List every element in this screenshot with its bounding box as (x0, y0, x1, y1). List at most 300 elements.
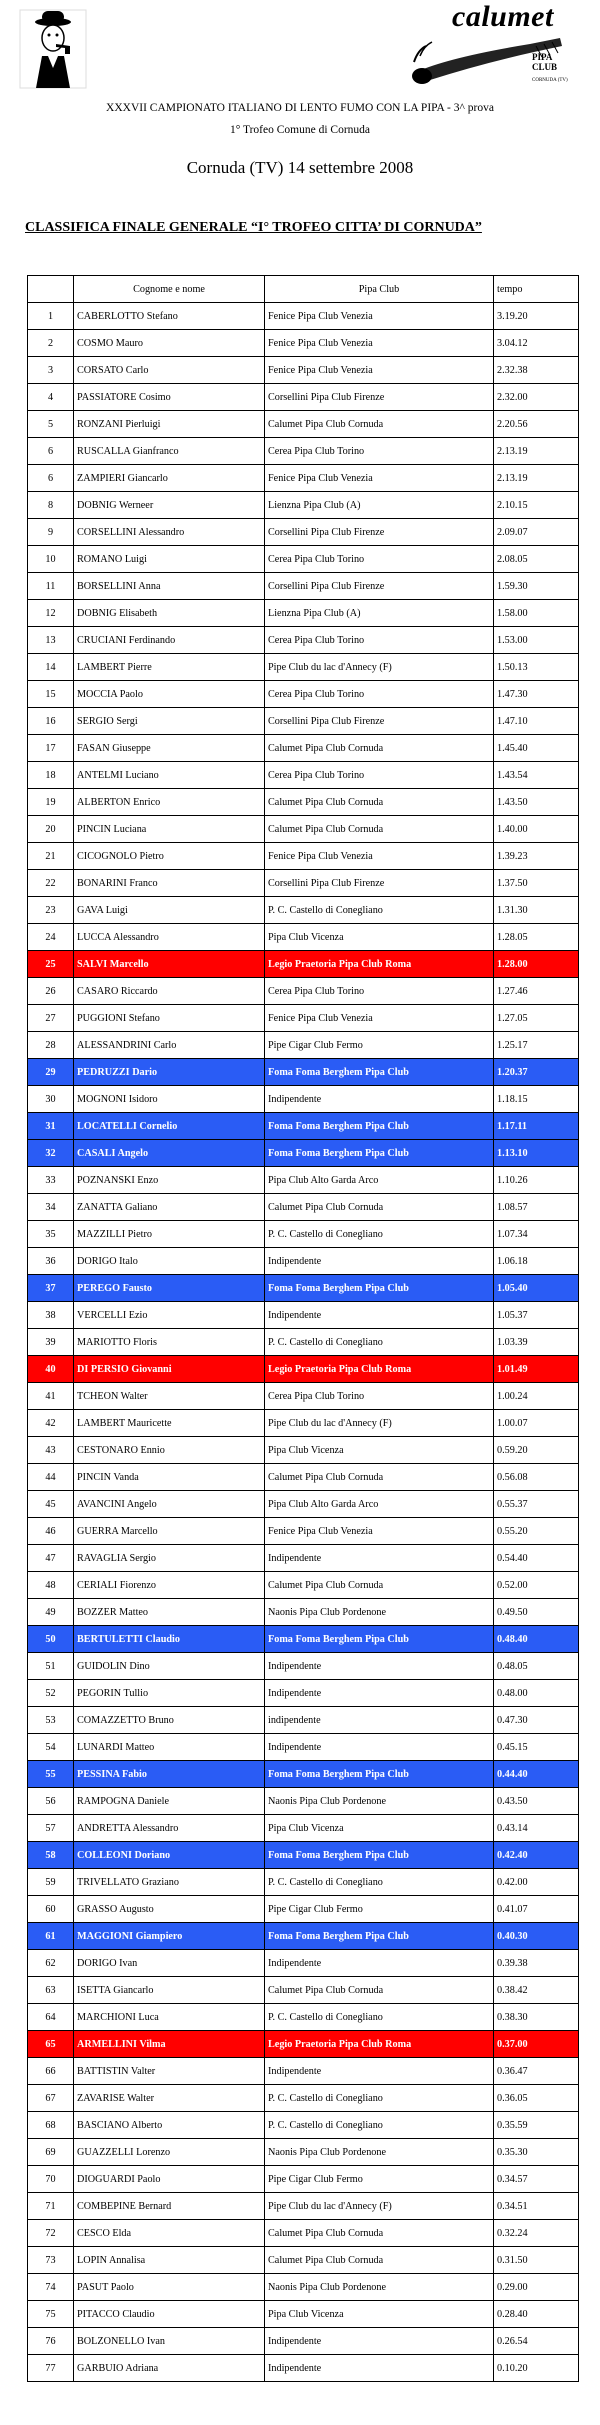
time-cell: 1.18.15 (494, 1086, 579, 1113)
table-row (28, 1572, 579, 1599)
time-cell: 1.59.30 (494, 573, 579, 600)
table-row (28, 2328, 579, 2355)
time-cell: 0.34.57 (494, 2166, 579, 2193)
name-cell: LAMBERT Mauricette (74, 1410, 265, 1437)
position-cell: 1 (28, 303, 74, 330)
club-cell: P. C. Castello di Conegliano (265, 2112, 494, 2139)
club-cell: Indipendente (265, 2355, 494, 2382)
name-cell: LOCATELLI Cornelio (74, 1113, 265, 1140)
club-cell: Indipendente (265, 1950, 494, 1977)
time-cell: 1.28.00 (494, 951, 579, 978)
time-cell: 0.28.40 (494, 2301, 579, 2328)
club-cell: Calumet Pipa Club Cornuda (265, 1977, 494, 2004)
name-cell: CASALI Angelo (74, 1140, 265, 1167)
position-cell: 48 (28, 1572, 74, 1599)
club-cell: Indipendente (265, 1248, 494, 1275)
time-cell: 1.40.00 (494, 816, 579, 843)
position-cell: 41 (28, 1383, 74, 1410)
club-cell: P. C. Castello di Conegliano (265, 897, 494, 924)
ranking-table (27, 275, 579, 2382)
table-row (28, 2031, 579, 2058)
name-cell: PINCIN Vanda (74, 1464, 265, 1491)
table-row (28, 681, 579, 708)
table-row (28, 762, 579, 789)
position-cell: 26 (28, 978, 74, 1005)
table-row (28, 1869, 579, 1896)
position-cell: 3 (28, 357, 74, 384)
table-row (28, 1950, 579, 1977)
club-cell: Calumet Pipa Club Cornuda (265, 1464, 494, 1491)
table-row (28, 870, 579, 897)
table-row (28, 1140, 579, 1167)
table-row (28, 1113, 579, 1140)
table-row (28, 2301, 579, 2328)
time-cell: 2.13.19 (494, 438, 579, 465)
position-cell: 53 (28, 1707, 74, 1734)
table-row (28, 951, 579, 978)
position-cell: 19 (28, 789, 74, 816)
name-cell: DI PERSIO Giovanni (74, 1356, 265, 1383)
time-cell: 0.38.30 (494, 2004, 579, 2031)
brand-name: calumet (452, 0, 554, 33)
name-cell: GRASSO Augusto (74, 1896, 265, 1923)
position-cell: 34 (28, 1194, 74, 1221)
club-cell: P. C. Castello di Conegliano (265, 1329, 494, 1356)
time-cell: 1.08.57 (494, 1194, 579, 1221)
position-cell: 25 (28, 951, 74, 978)
time-cell: 0.37.00 (494, 2031, 579, 2058)
name-cell: PESSINA Fabio (74, 1761, 265, 1788)
time-cell: 0.45.15 (494, 1734, 579, 1761)
time-cell: 1.10.26 (494, 1167, 579, 1194)
time-cell: 2.32.00 (494, 384, 579, 411)
position-cell: 46 (28, 1518, 74, 1545)
position-cell: 2 (28, 330, 74, 357)
club-cell: Cerea Pipa Club Torino (265, 1383, 494, 1410)
time-cell: 0.52.00 (494, 1572, 579, 1599)
name-cell: GUERRA Marcello (74, 1518, 265, 1545)
position-cell: 49 (28, 1599, 74, 1626)
time-cell: 1.03.39 (494, 1329, 579, 1356)
column-header-time: tempo (494, 276, 579, 303)
time-cell: 1.05.40 (494, 1275, 579, 1302)
time-cell: 1.00.24 (494, 1383, 579, 1410)
name-cell: MOGNONI Isidoro (74, 1086, 265, 1113)
club-cell: Indipendente (265, 1680, 494, 1707)
position-cell: 75 (28, 2301, 74, 2328)
name-cell: BORSELLINI Anna (74, 573, 265, 600)
position-cell: 45 (28, 1491, 74, 1518)
time-cell: 1.28.05 (494, 924, 579, 951)
time-cell: 2.10.15 (494, 492, 579, 519)
table-row (28, 1815, 579, 1842)
position-cell: 66 (28, 2058, 74, 2085)
club-cell: Cerea Pipa Club Torino (265, 546, 494, 573)
time-cell: 1.01.49 (494, 1356, 579, 1383)
time-cell: 1.43.54 (494, 762, 579, 789)
position-cell: 11 (28, 573, 74, 600)
name-cell: LUNARDI Matteo (74, 1734, 265, 1761)
table-row (28, 2166, 579, 2193)
name-cell: PASSIATORE Cosimo (74, 384, 265, 411)
column-header-club: Pipa Club (265, 276, 494, 303)
table-row (28, 2112, 579, 2139)
club-cell: Cerea Pipa Club Torino (265, 762, 494, 789)
table-row (28, 2220, 579, 2247)
time-cell: 0.35.30 (494, 2139, 579, 2166)
time-cell: 0.59.20 (494, 1437, 579, 1464)
table-row (28, 1437, 579, 1464)
club-cell: Indipendente (265, 2328, 494, 2355)
name-cell: CABERLOTTO Stefano (74, 303, 265, 330)
time-cell: 1.07.34 (494, 1221, 579, 1248)
column-header-name: Cognome e nome (74, 276, 265, 303)
time-cell: 0.48.00 (494, 1680, 579, 1707)
brand-subtitle-line: CLUB (532, 62, 558, 72)
club-cell: P. C. Castello di Conegliano (265, 2085, 494, 2112)
position-cell: 23 (28, 897, 74, 924)
column-header-position (28, 276, 74, 303)
time-cell: 0.42.00 (494, 1869, 579, 1896)
position-cell: 13 (28, 627, 74, 654)
time-cell: 0.43.14 (494, 1815, 579, 1842)
name-cell: PEGORIN Tullio (74, 1680, 265, 1707)
club-cell: Fenice Pipa Club Venezia (265, 303, 494, 330)
position-cell: 39 (28, 1329, 74, 1356)
table-row (28, 1059, 579, 1086)
name-cell: TCHEON Walter (74, 1383, 265, 1410)
position-cell: 12 (28, 600, 74, 627)
club-cell: Fenice Pipa Club Venezia (265, 1518, 494, 1545)
table-row (28, 303, 579, 330)
table-row (28, 1356, 579, 1383)
name-cell: LOPIN Annalisa (74, 2247, 265, 2274)
name-cell: ROMANO Luigi (74, 546, 265, 573)
position-cell: 38 (28, 1302, 74, 1329)
table-row (28, 384, 579, 411)
club-cell: Foma Foma Berghem Pipa Club (265, 1275, 494, 1302)
time-cell: 1.39.23 (494, 843, 579, 870)
club-cell: Pipe Cigar Club Fermo (265, 1032, 494, 1059)
club-cell: Pipe Club du lac d'Annecy (F) (265, 1410, 494, 1437)
table-row (28, 2004, 579, 2031)
time-cell: 1.45.40 (494, 735, 579, 762)
club-cell: Lienzna Pipa Club (A) (265, 492, 494, 519)
table-row (28, 546, 579, 573)
table-row (28, 843, 579, 870)
club-cell: Fenice Pipa Club Venezia (265, 1005, 494, 1032)
table-row (28, 897, 579, 924)
name-cell: PUGGIONI Stefano (74, 1005, 265, 1032)
name-cell: POZNANSKI Enzo (74, 1167, 265, 1194)
time-cell: 0.36.05 (494, 2085, 579, 2112)
club-cell: Indipendente (265, 1653, 494, 1680)
name-cell: RUSCALLA Gianfranco (74, 438, 265, 465)
position-cell: 64 (28, 2004, 74, 2031)
name-cell: CRUCIANI Ferdinando (74, 627, 265, 654)
club-cell: Calumet Pipa Club Cornuda (265, 2220, 494, 2247)
name-cell: DOBNIG Elisabeth (74, 600, 265, 627)
name-cell: DIOGUARDI Paolo (74, 2166, 265, 2193)
name-cell: PEREGO Fausto (74, 1275, 265, 1302)
table-row (28, 1383, 579, 1410)
time-cell: 2.08.05 (494, 546, 579, 573)
table-row (28, 2085, 579, 2112)
club-cell: Foma Foma Berghem Pipa Club (265, 1626, 494, 1653)
time-cell: 0.44.40 (494, 1761, 579, 1788)
position-cell: 29 (28, 1059, 74, 1086)
club-cell: Naonis Pipa Club Pordenone (265, 1599, 494, 1626)
name-cell: RAVAGLIA Sergio (74, 1545, 265, 1572)
name-cell: RONZANI Pierluigi (74, 411, 265, 438)
time-cell: 1.20.37 (494, 1059, 579, 1086)
time-cell: 1.17.11 (494, 1113, 579, 1140)
club-cell: Pipa Club Vicenza (265, 1815, 494, 1842)
table-row (28, 1707, 579, 1734)
club-cell: Fenice Pipa Club Venezia (265, 843, 494, 870)
name-cell: LUCCA Alessandro (74, 924, 265, 951)
name-cell: RAMPOGNA Daniele (74, 1788, 265, 1815)
name-cell: PINCIN Luciana (74, 816, 265, 843)
table-row (28, 789, 579, 816)
name-cell: BASCIANO Alberto (74, 2112, 265, 2139)
position-cell: 5 (28, 411, 74, 438)
name-cell: TRIVELLATO Graziano (74, 1869, 265, 1896)
position-cell: 47 (28, 1545, 74, 1572)
name-cell: CICOGNOLO Pietro (74, 843, 265, 870)
table-row (28, 330, 579, 357)
club-cell: Fenice Pipa Club Venezia (265, 330, 494, 357)
smoker-logo (18, 8, 88, 90)
club-cell: Pipe Club du lac d'Annecy (F) (265, 654, 494, 681)
time-cell: 0.55.20 (494, 1518, 579, 1545)
club-cell: Calumet Pipa Club Cornuda (265, 735, 494, 762)
time-cell: 1.27.05 (494, 1005, 579, 1032)
club-cell: Pipa Club Vicenza (265, 2301, 494, 2328)
name-cell: BERTULETTI Claudio (74, 1626, 265, 1653)
club-cell: Cerea Pipa Club Torino (265, 627, 494, 654)
time-cell: 1.47.10 (494, 708, 579, 735)
time-cell: 2.09.07 (494, 519, 579, 546)
time-cell: 1.43.50 (494, 789, 579, 816)
table-row (28, 600, 579, 627)
club-cell: Pipa Club Vicenza (265, 924, 494, 951)
table-row (28, 2355, 579, 2382)
time-cell: 1.47.30 (494, 681, 579, 708)
position-cell: 65 (28, 2031, 74, 2058)
position-cell: 50 (28, 1626, 74, 1653)
table-row (28, 1302, 579, 1329)
time-cell: 0.26.54 (494, 2328, 579, 2355)
name-cell: PITACCO Claudio (74, 2301, 265, 2328)
name-cell: DORIGO Italo (74, 1248, 265, 1275)
position-cell: 20 (28, 816, 74, 843)
position-cell: 35 (28, 1221, 74, 1248)
table-row (28, 654, 579, 681)
table-row (28, 1464, 579, 1491)
time-cell: 0.48.40 (494, 1626, 579, 1653)
table-row (28, 735, 579, 762)
time-cell: 0.40.30 (494, 1923, 579, 1950)
name-cell: CASARO Riccardo (74, 978, 265, 1005)
club-cell: Calumet Pipa Club Cornuda (265, 411, 494, 438)
name-cell: COLLEONI Doriano (74, 1842, 265, 1869)
time-cell: 0.42.40 (494, 1842, 579, 1869)
name-cell: BOZZER Matteo (74, 1599, 265, 1626)
name-cell: MARCHIONI Luca (74, 2004, 265, 2031)
name-cell: PASUT Paolo (74, 2274, 265, 2301)
position-cell: 6 (28, 465, 74, 492)
club-cell: Calumet Pipa Club Cornuda (265, 2247, 494, 2274)
position-cell: 62 (28, 1950, 74, 1977)
position-cell: 27 (28, 1005, 74, 1032)
time-cell: 1.58.00 (494, 600, 579, 627)
position-cell: 63 (28, 1977, 74, 2004)
position-cell: 17 (28, 735, 74, 762)
club-cell: Naonis Pipa Club Pordenone (265, 1788, 494, 1815)
name-cell: ZANATTA Galiano (74, 1194, 265, 1221)
name-cell: DOBNIG Werneer (74, 492, 265, 519)
time-cell: 1.06.18 (494, 1248, 579, 1275)
name-cell: GAVA Luigi (74, 897, 265, 924)
club-cell: Legio Praetoria Pipa Club Roma (265, 2031, 494, 2058)
name-cell: LAMBERT Pierre (74, 654, 265, 681)
time-cell: 1.37.50 (494, 870, 579, 897)
position-cell: 28 (28, 1032, 74, 1059)
table-row (28, 1761, 579, 1788)
table-row (28, 2193, 579, 2220)
table-row (28, 1410, 579, 1437)
name-cell: ALBERTON Enrico (74, 789, 265, 816)
position-cell: 22 (28, 870, 74, 897)
position-cell: 40 (28, 1356, 74, 1383)
table-row (28, 1626, 579, 1653)
table-row (28, 2274, 579, 2301)
table-row (28, 357, 579, 384)
position-cell: 33 (28, 1167, 74, 1194)
table-row (28, 1032, 579, 1059)
name-cell: FASAN Giuseppe (74, 735, 265, 762)
table-row (28, 1221, 579, 1248)
club-cell: Fenice Pipa Club Venezia (265, 357, 494, 384)
time-cell: 2.20.56 (494, 411, 579, 438)
table-row (28, 1005, 579, 1032)
position-cell: 72 (28, 2220, 74, 2247)
table-row (28, 1518, 579, 1545)
time-cell: 0.32.24 (494, 2220, 579, 2247)
time-cell: 0.56.08 (494, 1464, 579, 1491)
name-cell: VERCELLI Ezio (74, 1302, 265, 1329)
position-cell: 6 (28, 438, 74, 465)
position-cell: 9 (28, 519, 74, 546)
championship-heading: XXXVII CAMPIONATO ITALIANO DI LENTO FUMO CON LA PIPA - 3^ prova (106, 102, 494, 114)
club-cell: Indipendente (265, 1302, 494, 1329)
table-row (28, 627, 579, 654)
position-cell: 10 (28, 546, 74, 573)
name-cell: SERGIO Sergi (74, 708, 265, 735)
table-row (28, 411, 579, 438)
position-cell: 70 (28, 2166, 74, 2193)
position-cell: 15 (28, 681, 74, 708)
table-header-row (28, 276, 579, 303)
name-cell: ZAVARISE Walter (74, 2085, 265, 2112)
name-cell: CORSATO Carlo (74, 357, 265, 384)
table-row (28, 1842, 579, 1869)
table-row (28, 2139, 579, 2166)
name-cell: GARBUIO Adriana (74, 2355, 265, 2382)
position-cell: 37 (28, 1275, 74, 1302)
club-cell: Foma Foma Berghem Pipa Club (265, 1761, 494, 1788)
club-cell: Pipa Club Alto Garda Arco (265, 1491, 494, 1518)
time-cell: 0.47.30 (494, 1707, 579, 1734)
trophy-heading: 1° Trofeo Comune di Cornuda (229, 124, 371, 136)
club-cell: Pipa Club Alto Garda Arco (265, 1167, 494, 1194)
club-cell: Indipendente (265, 1734, 494, 1761)
position-cell: 55 (28, 1761, 74, 1788)
table-row (28, 1167, 579, 1194)
club-cell: Calumet Pipa Club Cornuda (265, 816, 494, 843)
name-cell: ISETTA Giancarlo (74, 1977, 265, 2004)
name-cell: ARMELLINI Vilma (74, 2031, 265, 2058)
table-row (28, 492, 579, 519)
club-cell: Corsellini Pipa Club Firenze (265, 870, 494, 897)
name-cell: BOLZONELLO Ivan (74, 2328, 265, 2355)
club-cell: Corsellini Pipa Club Firenze (265, 384, 494, 411)
name-cell: COMBEPINE Bernard (74, 2193, 265, 2220)
time-cell: 0.54.40 (494, 1545, 579, 1572)
table-row (28, 1923, 579, 1950)
time-cell: 1.53.00 (494, 627, 579, 654)
time-cell: 0.29.00 (494, 2274, 579, 2301)
position-cell: 30 (28, 1086, 74, 1113)
club-cell: Corsellini Pipa Club Firenze (265, 573, 494, 600)
club-cell: Fenice Pipa Club Venezia (265, 465, 494, 492)
club-cell: Cerea Pipa Club Torino (265, 681, 494, 708)
time-cell: 0.43.50 (494, 1788, 579, 1815)
club-cell: Corsellini Pipa Club Firenze (265, 519, 494, 546)
time-cell: 0.34.51 (494, 2193, 579, 2220)
time-cell: 0.41.07 (494, 1896, 579, 1923)
name-cell: GUIDOLIN Dino (74, 1653, 265, 1680)
table-row (28, 438, 579, 465)
position-cell: 68 (28, 2112, 74, 2139)
table-row (28, 465, 579, 492)
table-row (28, 708, 579, 735)
table-row (28, 1491, 579, 1518)
table-row (28, 1545, 579, 1572)
club-cell: Indipendente (265, 1086, 494, 1113)
position-cell: 43 (28, 1437, 74, 1464)
club-cell: Foma Foma Berghem Pipa Club (265, 1842, 494, 1869)
time-cell: 0.49.50 (494, 1599, 579, 1626)
time-cell: 3.19.20 (494, 303, 579, 330)
table-row (28, 1977, 579, 2004)
name-cell: COMAZZETTO Bruno (74, 1707, 265, 1734)
table-row (28, 2247, 579, 2274)
time-cell: 1.25.17 (494, 1032, 579, 1059)
table-row (28, 1329, 579, 1356)
time-cell: 0.35.59 (494, 2112, 579, 2139)
table-row (28, 1086, 579, 1113)
position-cell: 52 (28, 1680, 74, 1707)
name-cell: CORSELLINI Alessandro (74, 519, 265, 546)
position-cell: 44 (28, 1464, 74, 1491)
time-cell: 0.39.38 (494, 1950, 579, 1977)
brand-subtitle (532, 52, 557, 72)
table-row (28, 1680, 579, 1707)
position-cell: 73 (28, 2247, 74, 2274)
club-cell: Calumet Pipa Club Cornuda (265, 789, 494, 816)
